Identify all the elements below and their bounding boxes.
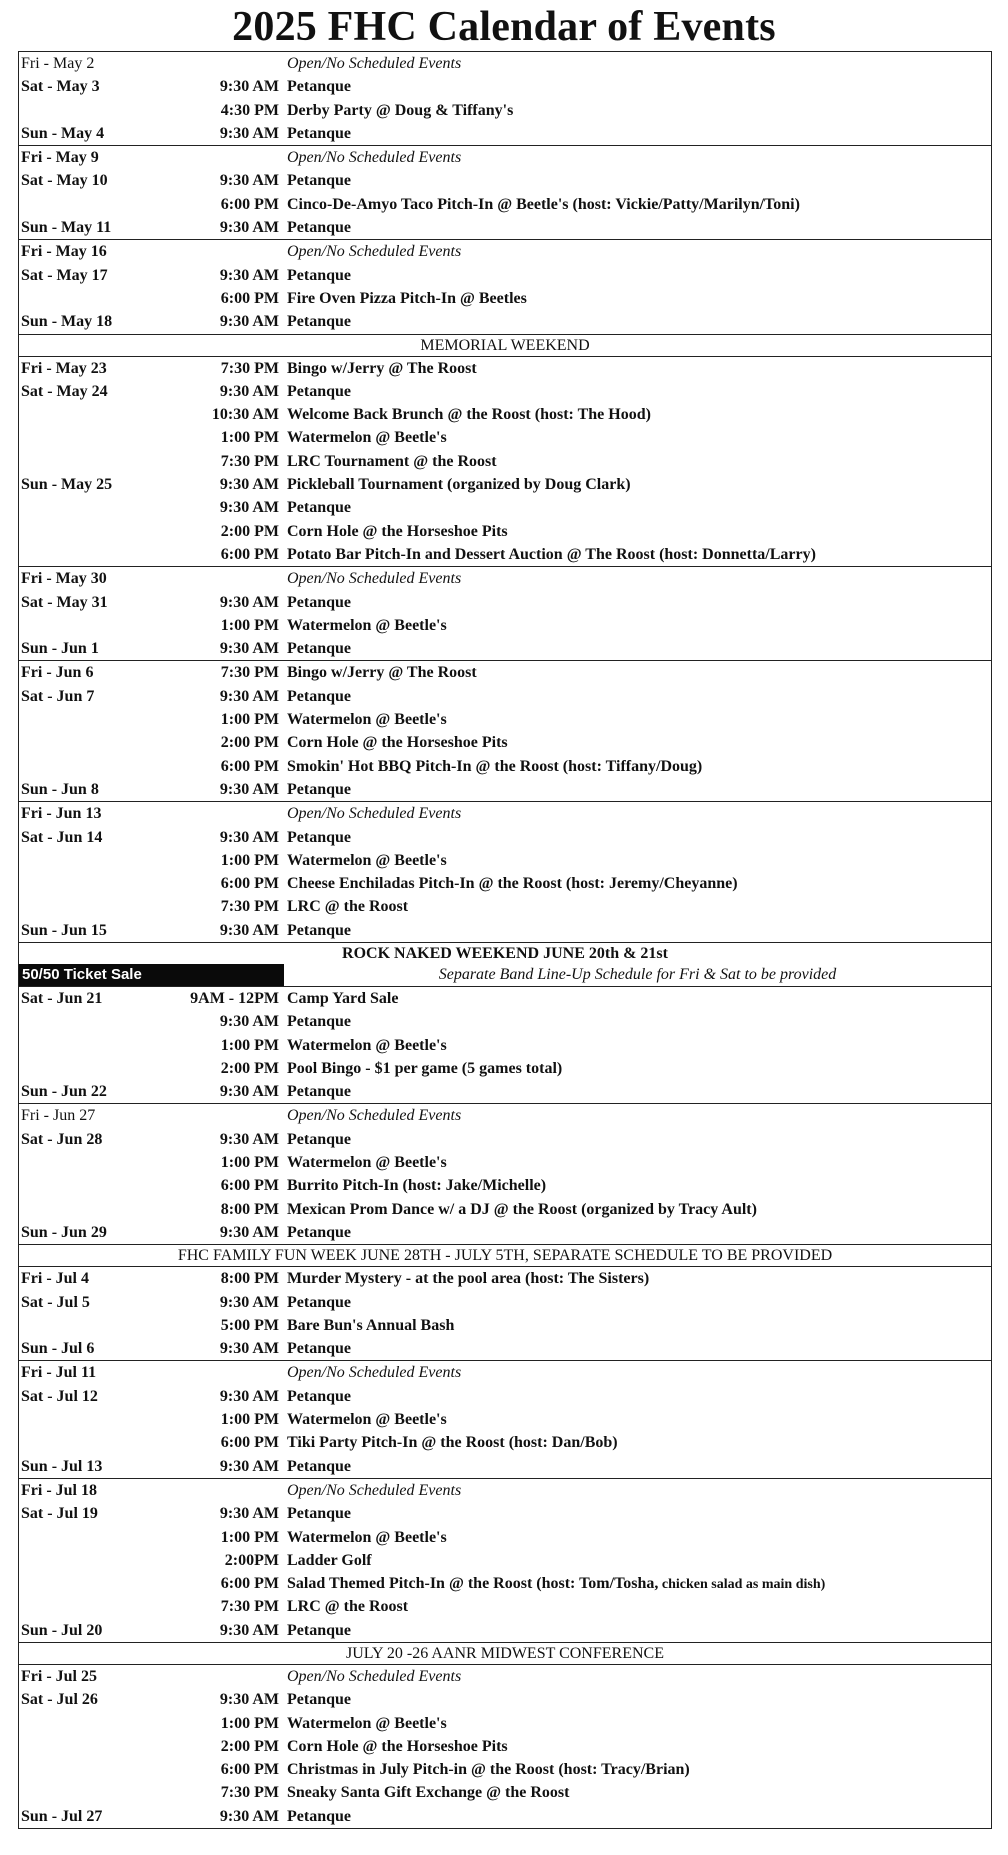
event-row bbox=[19, 1665, 991, 1688]
event-time: 9:30 AM bbox=[219, 1293, 279, 1311]
event-time: 9:30 AM bbox=[219, 640, 279, 658]
event-name: Watermelon @ Beetle's bbox=[287, 1528, 447, 1546]
event-date: Fri - Jul 4 bbox=[21, 1270, 89, 1288]
event-time: 7:30 PM bbox=[220, 898, 279, 916]
event-name: Open/No Scheduled Events bbox=[287, 149, 462, 167]
event-name: Petanque bbox=[287, 382, 351, 400]
event-date: Sun - Jun 15 bbox=[21, 921, 107, 939]
event-row bbox=[19, 1572, 991, 1595]
event-name: Petanque bbox=[287, 1457, 351, 1475]
event-time: 6:00 PM bbox=[220, 757, 279, 775]
week-block bbox=[19, 1360, 991, 1477]
week-block bbox=[19, 239, 991, 333]
event-time: 9:30 AM bbox=[219, 780, 279, 798]
event-time: 6:00 PM bbox=[220, 1434, 279, 1452]
event-row bbox=[19, 731, 991, 754]
event-row bbox=[19, 1291, 991, 1314]
event-date: Sun - May 11 bbox=[21, 219, 112, 237]
event-date: Fri - Jun 27 bbox=[21, 1107, 96, 1125]
event-row bbox=[19, 1104, 991, 1127]
week-block bbox=[19, 1103, 991, 1244]
event-row bbox=[19, 240, 991, 263]
event-row bbox=[19, 450, 991, 473]
event-date: Fri - May 30 bbox=[21, 570, 107, 588]
event-row bbox=[19, 1010, 991, 1033]
event-name: Corn Hole @ the Horseshoe Pits bbox=[287, 1737, 508, 1755]
event-name: Open/No Scheduled Events bbox=[287, 805, 462, 823]
event-row bbox=[19, 1198, 991, 1221]
event-name: Watermelon @ Beetle's bbox=[287, 429, 447, 447]
event-time: 9:30 AM bbox=[219, 313, 279, 331]
event-date: Sat - May 3 bbox=[21, 78, 100, 96]
event-row bbox=[19, 169, 991, 192]
event-time: 7:30 PM bbox=[220, 359, 279, 377]
event-time: 9AM - 12PM bbox=[190, 989, 279, 1007]
event-time: 2:00PM bbox=[224, 1551, 279, 1569]
event-time: 1:00 PM bbox=[220, 429, 279, 447]
event-time: 9:30 AM bbox=[219, 172, 279, 190]
event-name: Open/No Scheduled Events bbox=[287, 243, 462, 261]
event-row bbox=[19, 1337, 991, 1360]
event-row bbox=[19, 1174, 991, 1197]
event-row bbox=[19, 1385, 991, 1408]
event-time: 6:00 PM bbox=[220, 875, 279, 893]
event-name: Petanque bbox=[287, 266, 351, 284]
event-name: LRC @ the Roost bbox=[287, 1598, 409, 1616]
event-name: Petanque bbox=[287, 172, 351, 190]
event-row bbox=[19, 357, 991, 380]
event-row bbox=[19, 661, 991, 684]
event-name: LRC Tournament @ the Roost bbox=[287, 452, 497, 470]
event-name: Petanque bbox=[287, 1293, 351, 1311]
week-block bbox=[19, 145, 991, 239]
event-date: Sat - May 31 bbox=[21, 593, 108, 611]
section-banner: FHC FAMILY FUN WEEK JUNE 28TH - JULY 5TH, SEPARATE SCHEDULE TO BE PROVIDED bbox=[19, 1244, 991, 1266]
schedule-note: Separate Band Line-Up Schedule for Fri & Sat to be provided bbox=[438, 965, 837, 983]
event-time: 9:30 AM bbox=[219, 266, 279, 284]
event-row bbox=[19, 591, 991, 614]
event-row bbox=[19, 755, 991, 778]
event-time: 6:00 PM bbox=[220, 1761, 279, 1779]
event-name: Petanque bbox=[287, 828, 351, 846]
event-date: Sat - May 17 bbox=[21, 266, 108, 284]
event-row bbox=[19, 1034, 991, 1057]
event-date: Fri - May 2 bbox=[21, 55, 95, 72]
event-row bbox=[19, 1781, 991, 1804]
event-row bbox=[19, 1595, 991, 1618]
event-time: 2:00 PM bbox=[220, 1737, 279, 1755]
event-date: Sun - May 25 bbox=[21, 476, 113, 494]
event-row bbox=[19, 614, 991, 637]
event-row bbox=[19, 987, 991, 1010]
event-row bbox=[19, 310, 991, 333]
event-row bbox=[19, 849, 991, 872]
event-time: 9:30 AM bbox=[219, 1621, 279, 1639]
event-row bbox=[19, 826, 991, 849]
event-name: Camp Yard Sale bbox=[287, 989, 399, 1007]
event-name: Pool Bingo - $1 per game (5 games total) bbox=[287, 1059, 563, 1077]
event-name: Petanque bbox=[287, 1223, 351, 1241]
event-time: 6:00 PM bbox=[220, 1575, 279, 1593]
event-time: 9:30 AM bbox=[219, 1505, 279, 1523]
event-name: Petanque bbox=[287, 78, 351, 96]
event-name: Tiki Party Pitch-In @ the Roost (host: Dan/Bob) bbox=[287, 1434, 618, 1452]
event-time: 1:00 PM bbox=[220, 1036, 279, 1054]
event-name: Salad Themed Pitch-In @ the Roost (host: Tom/Tosha, chicken salad as main dish) bbox=[287, 1575, 826, 1593]
event-row bbox=[19, 1221, 991, 1244]
event-name: Bingo w/Jerry @ The Roost bbox=[287, 664, 477, 682]
event-time: 1:00 PM bbox=[220, 1528, 279, 1546]
event-row bbox=[19, 1267, 991, 1290]
event-name: Petanque bbox=[287, 780, 351, 798]
event-name: Bare Bun's Annual Bash bbox=[287, 1316, 455, 1334]
event-date: Sun - Jun 8 bbox=[21, 780, 99, 798]
event-name: Corn Hole @ the Horseshoe Pits bbox=[287, 734, 508, 752]
event-time: 9:30 AM bbox=[219, 1130, 279, 1148]
event-name: Watermelon @ Beetle's bbox=[287, 711, 447, 729]
section-banner: JULY 20 -26 AANR MIDWEST CONFERENCE bbox=[19, 1642, 991, 1664]
event-time: 10:30 AM bbox=[211, 406, 279, 424]
event-name: Derby Party @ Doug & Tiffany's bbox=[287, 101, 514, 119]
event-name: Pickleball Tournament (organized by Doug Clark) bbox=[287, 476, 631, 494]
event-date: Sat - Jun 14 bbox=[21, 828, 103, 846]
event-time: 8:00 PM bbox=[220, 1200, 279, 1218]
event-row bbox=[19, 1455, 991, 1478]
event-row bbox=[19, 1314, 991, 1337]
event-time: 9:30 AM bbox=[219, 1387, 279, 1405]
event-row bbox=[19, 1502, 991, 1525]
event-name: Petanque bbox=[287, 124, 351, 142]
event-time: 7:30 PM bbox=[220, 664, 279, 682]
event-name: Petanque bbox=[287, 640, 351, 658]
event-time: 9:30 AM bbox=[219, 1340, 279, 1358]
event-time: 1:00 PM bbox=[220, 1411, 279, 1429]
event-date: Sun - Jul 6 bbox=[21, 1340, 95, 1358]
event-name: Petanque bbox=[287, 1691, 351, 1709]
event-date: Sat - Jul 12 bbox=[21, 1387, 98, 1405]
event-name: Open/No Scheduled Events bbox=[287, 1481, 462, 1499]
week-block bbox=[19, 566, 991, 660]
event-row bbox=[19, 146, 991, 169]
week-block bbox=[19, 660, 991, 801]
event-row bbox=[19, 403, 991, 426]
event-name: Fire Oven Pizza Pitch-In @ Beetles bbox=[287, 289, 527, 307]
event-time: 7:30 PM bbox=[220, 1598, 279, 1616]
event-name: Watermelon @ Beetle's bbox=[287, 851, 447, 869]
event-row bbox=[19, 919, 991, 942]
event-time: 1:00 PM bbox=[220, 711, 279, 729]
event-time: 1:00 PM bbox=[220, 616, 279, 634]
event-name: Bingo w/Jerry @ The Roost bbox=[287, 359, 477, 377]
event-row bbox=[19, 52, 991, 75]
event-name: Petanque bbox=[287, 1013, 351, 1031]
event-name: Watermelon @ Beetle's bbox=[287, 616, 447, 634]
event-date: Fri - May 9 bbox=[21, 149, 99, 167]
event-name: Mexican Prom Dance w/ a DJ @ the Roost (organized by Tracy Ault) bbox=[287, 1200, 757, 1218]
event-date: Sun - Jun 1 bbox=[21, 640, 99, 658]
event-name: Petanque bbox=[287, 1130, 351, 1148]
event-row bbox=[19, 99, 991, 122]
event-date: Fri - May 23 bbox=[21, 359, 107, 377]
event-row bbox=[19, 543, 991, 566]
event-name: Petanque bbox=[287, 921, 351, 939]
event-row bbox=[19, 1057, 991, 1080]
event-row bbox=[19, 1361, 991, 1384]
event-row bbox=[19, 1080, 991, 1103]
event-row bbox=[19, 637, 991, 660]
event-row bbox=[19, 1479, 991, 1502]
event-time: 1:00 PM bbox=[220, 1714, 279, 1732]
event-name: Open/No Scheduled Events bbox=[287, 1364, 462, 1382]
event-name: Burrito Pitch-In (host: Jake/Michelle) bbox=[287, 1177, 547, 1195]
event-name: Cinco-De-Amyo Taco Pitch-In @ Beetle's (host: Vickie/Patty/Marilyn/Toni) bbox=[287, 195, 800, 213]
event-date: Sat - Jul 26 bbox=[21, 1691, 98, 1709]
event-date: Sat - Jul 5 bbox=[21, 1293, 90, 1311]
week-block bbox=[19, 356, 991, 567]
event-date: Sat - Jun 21 bbox=[21, 989, 103, 1007]
event-row bbox=[19, 496, 991, 519]
event-row bbox=[19, 1619, 991, 1642]
event-row bbox=[19, 685, 991, 708]
event-name: Potato Bar Pitch-In and Dessert Auction @ The Roost (host: Donnetta/Larry) bbox=[287, 545, 816, 563]
event-date: Sun - May 18 bbox=[21, 313, 113, 331]
week-block bbox=[19, 801, 991, 942]
event-time: 7:30 PM bbox=[220, 1784, 279, 1802]
event-time: 2:00 PM bbox=[220, 734, 279, 752]
event-time: 9:30 AM bbox=[219, 476, 279, 494]
event-time: 9:30 AM bbox=[219, 1457, 279, 1475]
event-time: 9:30 AM bbox=[219, 1691, 279, 1709]
week-block bbox=[19, 986, 991, 1103]
event-time: 7:30 PM bbox=[220, 452, 279, 470]
event-date: Sat - Jun 7 bbox=[21, 687, 95, 705]
event-date: Sat - Jun 28 bbox=[21, 1130, 103, 1148]
event-date: Fri - May 16 bbox=[21, 243, 107, 261]
event-name: Petanque bbox=[287, 593, 351, 611]
event-name: Petanque bbox=[287, 1340, 351, 1358]
event-time: 9:30 AM bbox=[219, 1083, 279, 1101]
event-time: 4:30 PM bbox=[220, 101, 279, 119]
event-note: chicken salad as main dish) bbox=[658, 1577, 826, 1593]
event-name: Petanque bbox=[287, 1807, 351, 1825]
rock-naked-banner bbox=[19, 942, 991, 986]
event-name: Petanque bbox=[287, 313, 351, 331]
event-row bbox=[19, 520, 991, 543]
event-date: Sat - Jul 19 bbox=[21, 1505, 98, 1523]
event-date: Sun - Jun 29 bbox=[21, 1223, 107, 1241]
ticket-sale-label: 50/50 Ticket Sale bbox=[19, 964, 284, 986]
event-name: Welcome Back Brunch @ the Roost (host: The Hood) bbox=[287, 406, 651, 424]
event-date: Sun - Jul 20 bbox=[21, 1621, 103, 1639]
event-row bbox=[19, 778, 991, 801]
event-time: 9:30 AM bbox=[219, 124, 279, 142]
event-name: Open/No Scheduled Events bbox=[287, 1668, 462, 1685]
event-name: Corn Hole @ the Horseshoe Pits bbox=[287, 522, 508, 540]
event-row bbox=[19, 1128, 991, 1151]
event-name: Petanque bbox=[287, 687, 351, 705]
event-name: Watermelon @ Beetle's bbox=[287, 1714, 447, 1732]
banner-detail-row bbox=[19, 964, 991, 986]
event-name: Petanque bbox=[287, 499, 351, 517]
event-name: Sneaky Santa Gift Exchange @ the Roost bbox=[287, 1784, 570, 1802]
event-time: 6:00 PM bbox=[220, 195, 279, 213]
event-name: Open/No Scheduled Events bbox=[287, 1107, 462, 1125]
event-row bbox=[19, 264, 991, 287]
event-time: 6:00 PM bbox=[220, 545, 279, 563]
event-row bbox=[19, 802, 991, 825]
event-name: Petanque bbox=[287, 219, 351, 237]
event-time: 2:00 PM bbox=[220, 522, 279, 540]
week-block bbox=[19, 1266, 991, 1360]
event-row bbox=[19, 1688, 991, 1711]
event-name: Cheese Enchiladas Pitch-In @ the Roost (host: Jeremy/Cheyanne) bbox=[287, 875, 738, 893]
event-name: Murder Mystery - at the pool area (host: The Sisters) bbox=[287, 1270, 650, 1288]
event-time: 9:30 AM bbox=[219, 687, 279, 705]
event-row bbox=[19, 1408, 991, 1431]
event-name: Smokin' Hot BBQ Pitch-In @ the Roost (host: Tiffany/Doug) bbox=[287, 757, 703, 775]
page-title: 2025 FHC Calendar of Events bbox=[232, 4, 776, 50]
event-name: Petanque bbox=[287, 1083, 351, 1101]
event-name: Petanque bbox=[287, 1387, 351, 1405]
event-time: 1:00 PM bbox=[220, 1154, 279, 1172]
event-date: Sun - Jul 27 bbox=[21, 1807, 103, 1825]
event-row bbox=[19, 473, 991, 496]
event-row bbox=[19, 1758, 991, 1781]
event-time: 9:30 AM bbox=[219, 382, 279, 400]
event-date: Fri - Jul 18 bbox=[21, 1481, 97, 1499]
event-row bbox=[19, 193, 991, 216]
event-name: Ladder Golf bbox=[287, 1551, 372, 1569]
section-banner: ROCK NAKED WEEKEND JUNE 20th & 21st bbox=[342, 944, 668, 962]
event-time: 2:00 PM bbox=[220, 1059, 279, 1077]
event-row bbox=[19, 122, 991, 145]
event-name: LRC @ the Roost bbox=[287, 898, 409, 916]
event-time: 9:30 AM bbox=[219, 921, 279, 939]
event-time: 6:00 PM bbox=[220, 289, 279, 307]
event-name: Watermelon @ Beetle's bbox=[287, 1411, 447, 1429]
event-row bbox=[19, 1549, 991, 1572]
event-name: Petanque bbox=[287, 1621, 351, 1639]
event-row bbox=[19, 1712, 991, 1735]
week-block bbox=[19, 1478, 991, 1642]
event-name: Open/No Scheduled Events bbox=[287, 570, 462, 588]
event-time: 8:00 PM bbox=[220, 1270, 279, 1288]
event-time: 6:00 PM bbox=[220, 1177, 279, 1195]
week-block bbox=[19, 52, 991, 145]
event-time: 9:30 AM bbox=[219, 1013, 279, 1031]
event-row bbox=[19, 895, 991, 918]
event-date: Fri - Jun 13 bbox=[21, 805, 102, 823]
events-table bbox=[18, 51, 992, 1829]
event-time: 9:30 AM bbox=[219, 1807, 279, 1825]
event-row bbox=[19, 1151, 991, 1174]
event-name: Watermelon @ Beetle's bbox=[287, 1036, 447, 1054]
event-time: 1:00 PM bbox=[220, 851, 279, 869]
event-name: Watermelon @ Beetle's bbox=[287, 1154, 447, 1172]
event-time: 9:30 AM bbox=[219, 593, 279, 611]
event-row bbox=[19, 75, 991, 98]
event-row bbox=[19, 1805, 991, 1828]
event-name: Open/No Scheduled Events bbox=[287, 55, 462, 72]
event-date: Fri - Jun 6 bbox=[21, 664, 94, 682]
event-row bbox=[19, 287, 991, 310]
event-time: 9:30 AM bbox=[219, 499, 279, 517]
event-row bbox=[19, 426, 991, 449]
event-row bbox=[19, 216, 991, 239]
event-row bbox=[19, 380, 991, 403]
event-time: 5:00 PM bbox=[220, 1316, 279, 1334]
event-row bbox=[19, 567, 991, 590]
event-date: Sun - May 4 bbox=[21, 124, 105, 142]
event-time: 9:30 AM bbox=[219, 219, 279, 237]
event-time: 9:30 AM bbox=[219, 78, 279, 96]
event-name: Christmas in July Pitch-in @ the Roost (host: Tracy/Brian) bbox=[287, 1761, 690, 1779]
event-date: Sat - May 10 bbox=[21, 172, 108, 190]
event-date: Sun - Jun 22 bbox=[21, 1083, 107, 1101]
event-date: Sat - May 24 bbox=[21, 382, 108, 400]
event-date: Fri - Jul 25 bbox=[21, 1668, 97, 1685]
event-row bbox=[19, 872, 991, 895]
event-row bbox=[19, 1431, 991, 1454]
event-name: Petanque bbox=[287, 1505, 351, 1523]
event-row bbox=[19, 1526, 991, 1549]
event-time: 9:30 AM bbox=[219, 828, 279, 846]
event-row bbox=[19, 1735, 991, 1758]
week-block bbox=[19, 1664, 991, 1828]
event-row bbox=[19, 708, 991, 731]
section-banner: MEMORIAL WEEKEND bbox=[19, 334, 991, 356]
event-date: Fri - Jul 11 bbox=[21, 1364, 97, 1382]
event-time: 9:30 AM bbox=[219, 1223, 279, 1241]
event-date: Sun - Jul 13 bbox=[21, 1457, 103, 1475]
